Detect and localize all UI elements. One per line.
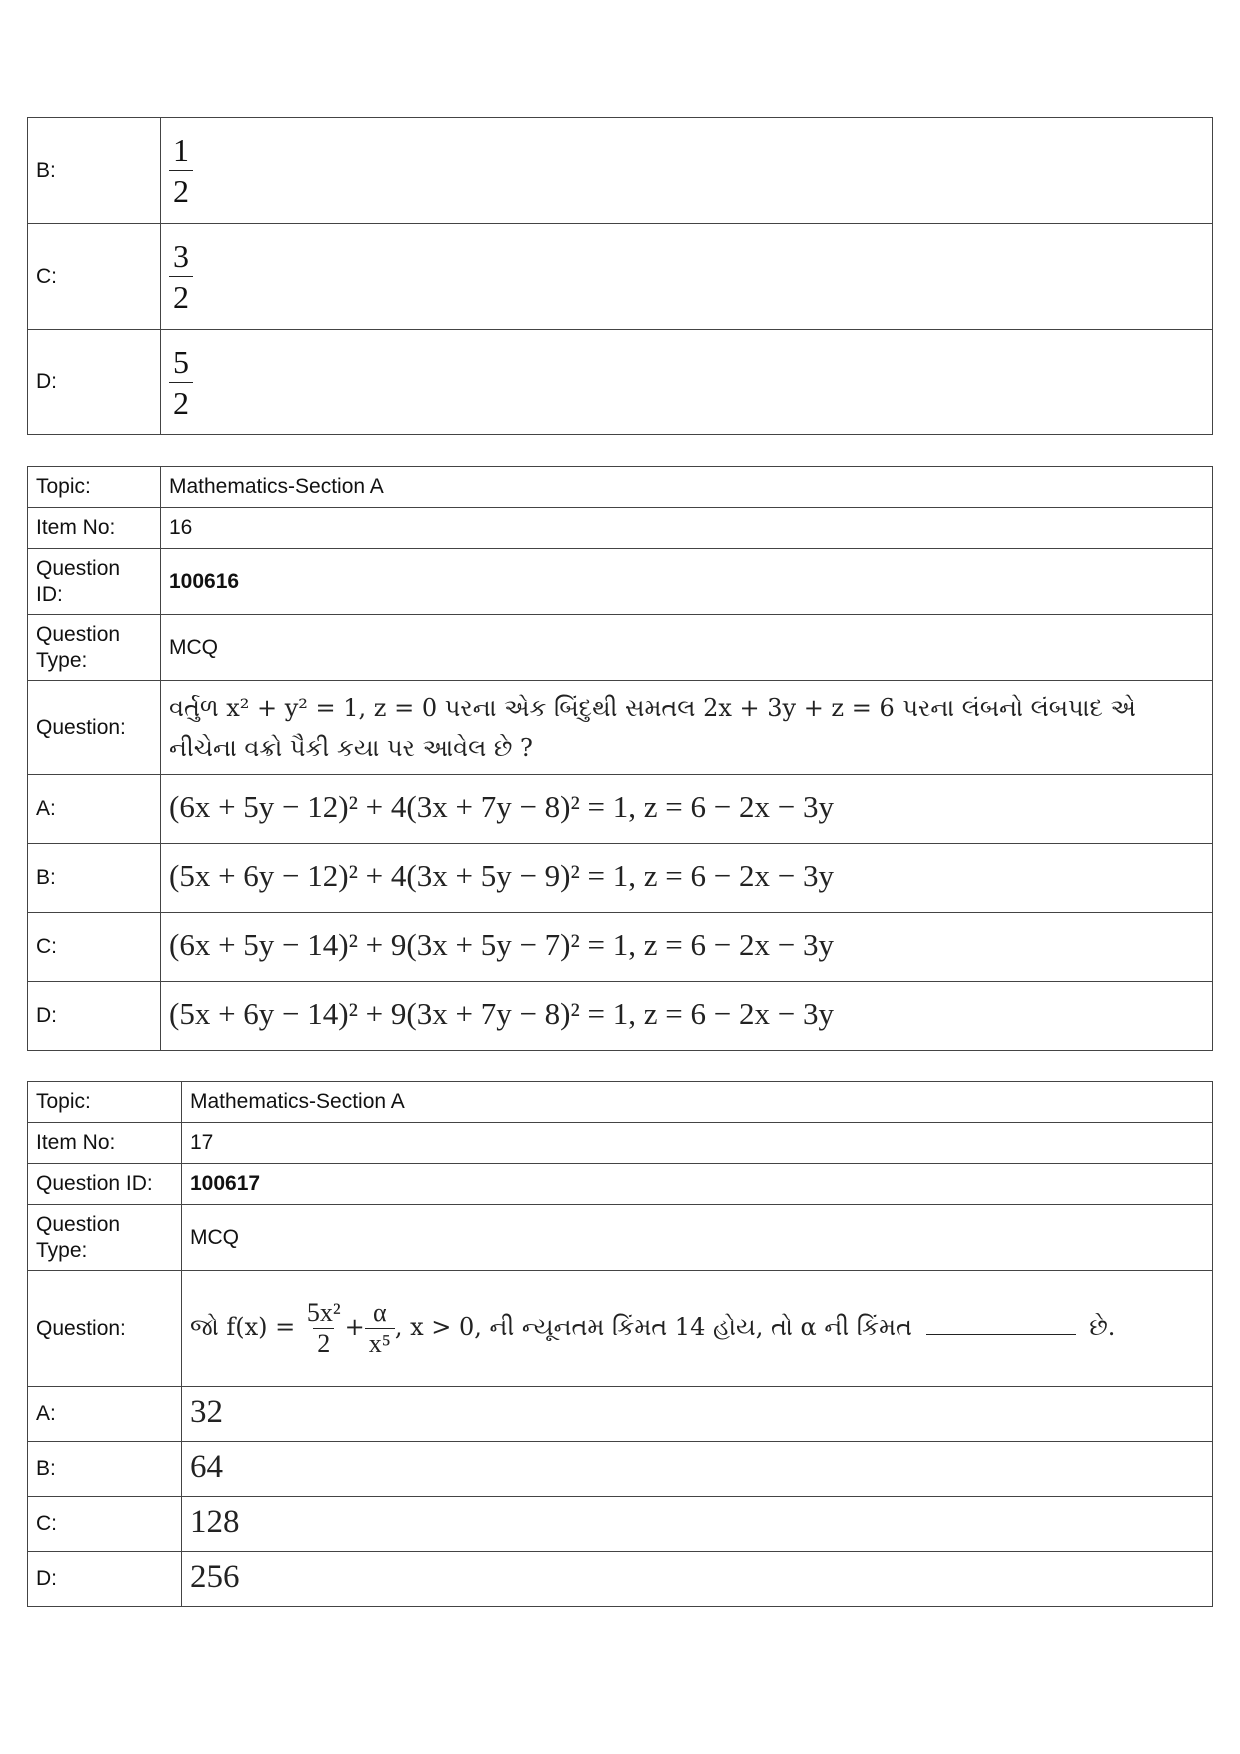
topic-row (28, 467, 1213, 508)
question-row (28, 681, 1213, 775)
option-row (28, 330, 1213, 435)
fraction-denominator: 2 (313, 1328, 334, 1359)
option-label: D: (28, 1552, 182, 1607)
item-label: Item No: (28, 1123, 182, 1164)
topic-value: Mathematics-Section A (161, 467, 1213, 508)
option-row (28, 1442, 1213, 1497)
question-label: Question: (28, 681, 161, 775)
question-row (28, 1271, 1213, 1387)
item-label: Item No: (28, 508, 161, 549)
option-equation: (6x + 5y − 12)² + 4(3x + 7y − 8)² = 1, z = 6 − 2x − 3y (169, 789, 834, 824)
option-fraction (169, 236, 193, 317)
question-id-value: 100617 (182, 1164, 1213, 1205)
item-row (28, 508, 1213, 549)
option-row (28, 1387, 1213, 1442)
option-row (28, 775, 1213, 844)
question-type-row (28, 1205, 1213, 1271)
question-id-value: 100616 (161, 549, 1213, 615)
option-row (28, 224, 1213, 330)
question-type-label: Question Type: (28, 615, 161, 681)
option-equation: (5x + 6y − 12)² + 4(3x + 5y − 9)² = 1, z = 6 − 2x − 3y (169, 858, 834, 893)
question-id-label: Question ID: (28, 549, 161, 615)
fraction-numerator: α (372, 1298, 387, 1327)
fraction-denominator: 2 (169, 276, 193, 317)
question-suffix: છે. (1089, 1313, 1116, 1341)
option-label: A: (28, 1387, 182, 1442)
topic-row (28, 1082, 1213, 1123)
option-row (28, 844, 1213, 913)
question-type-label: Question Type: (28, 1205, 182, 1271)
option-equation: (6x + 5y − 14)² + 9(3x + 5y − 7)² = 1, z = 6 − 2x − 3y (169, 927, 834, 962)
option-value: 128 (190, 1504, 240, 1540)
question-text (190, 1298, 1116, 1358)
question-table-17 (27, 1081, 1213, 1607)
option-label: D: (28, 982, 161, 1051)
answer-blank (926, 1333, 1076, 1335)
question-label: Question: (28, 1271, 182, 1387)
question-type-value: MCQ (161, 615, 1213, 681)
fraction-numerator: 5x² (306, 1298, 341, 1327)
option-label: A: (28, 775, 161, 844)
question-id-row (28, 1164, 1213, 1205)
option-row (28, 982, 1213, 1051)
fraction-numerator: 5 (173, 343, 189, 380)
option-row (28, 1497, 1213, 1552)
fraction-numerator: 3 (173, 238, 189, 274)
question-type-value: MCQ (182, 1205, 1213, 1271)
fraction-denominator: 2 (169, 382, 193, 423)
option-label: C: (28, 1497, 182, 1552)
option-label: C: (28, 913, 161, 982)
option-row (28, 118, 1213, 224)
options-continuation-table (27, 117, 1213, 435)
item-row (28, 1123, 1213, 1164)
option-label: B: (28, 1442, 182, 1497)
topic-label: Topic: (28, 467, 161, 508)
option-equation: (5x + 6y − 14)² + 9(3x + 7y − 8)² = 1, z = 6 − 2x − 3y (169, 996, 834, 1031)
fraction-denominator: x⁵ (365, 1328, 395, 1359)
option-label: B: (28, 118, 161, 224)
plus-sign: + (344, 1313, 365, 1341)
topic-label: Topic: (28, 1082, 182, 1123)
option-label: C: (28, 224, 161, 330)
option-row (28, 1552, 1213, 1607)
fraction-alpha-over-x5 (365, 1298, 395, 1359)
option-row (28, 913, 1213, 982)
topic-value: Mathematics-Section A (182, 1082, 1213, 1123)
option-fraction (169, 130, 193, 211)
item-value: 17 (182, 1123, 1213, 1164)
option-value: 64 (190, 1449, 223, 1485)
fraction-5x2-over-2 (303, 1298, 345, 1359)
option-value: 32 (190, 1394, 223, 1430)
question-table-16 (27, 466, 1213, 1051)
option-value: 256 (190, 1559, 240, 1595)
question-prefix: જો f(x) = (190, 1313, 296, 1341)
question-id-row (28, 549, 1213, 615)
option-label: D: (28, 330, 161, 435)
item-value: 16 (161, 508, 1213, 549)
question-middle: , x > 0, ની ન્યૂનતમ કિંમત 14 હોય, તો α ની કિંમત (394, 1313, 912, 1341)
fraction-denominator: 2 (169, 170, 193, 211)
question-id-label: Question ID: (28, 1164, 182, 1205)
question-text: વર્તુળ x² + y² = 1, z = 0 પરના એક બિંદુથી સમતલ 2x + 3y + z = 6 પરના લંબનો લંબપાદ એ નીચેના વક્રો પૈકી કયા પર આવેલ છે ? (169, 693, 1136, 762)
fraction-numerator: 1 (173, 132, 189, 168)
question-type-row (28, 615, 1213, 681)
option-fraction (169, 342, 193, 423)
option-label: B: (28, 844, 161, 913)
